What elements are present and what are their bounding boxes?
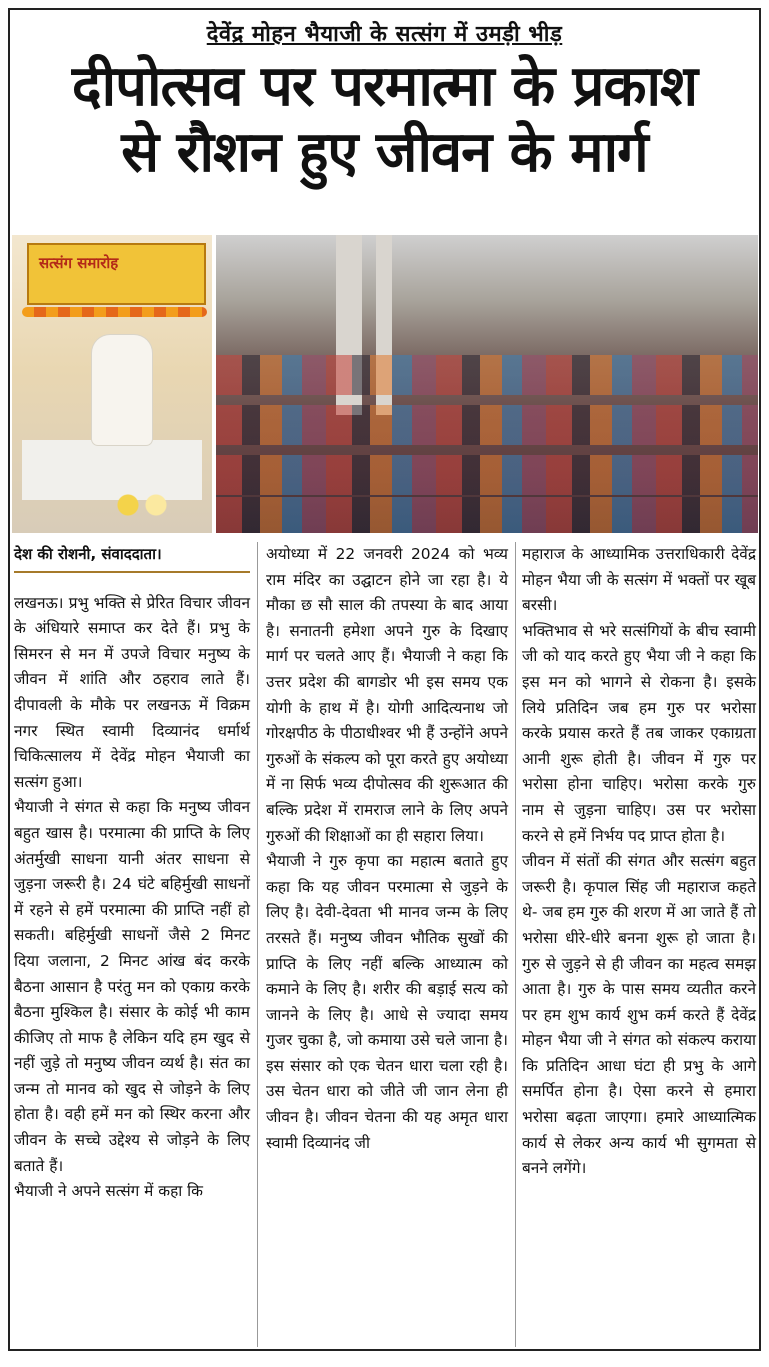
paragraph: भक्तिभाव से भरे सत्संगियों के बीच स्वामी जी को याद करते हुए भैया जी ने कहा कि इस मन को भागने से रोकना है। इसके लिये प्रतिदिन जब हम गुरु पर भरोसा करके प्रयास करते हैं तब जाकर एकाग्रता आनी शुरू होती है। जीवन में गुरु पर भरोसा होना चाहिए। भरोसा करके गुरु नाम से जुड़ना चाहिए। उस पर भरोसा करने से हमें निर्भय पद प्राप्त होता है। [522, 621, 756, 845]
byline: देश की रोशनी, संवाददाता। [14, 542, 250, 573]
main-headline [10, 54, 759, 186]
headline-line-2: से रौशन हुए जीवन के मार्ग [121, 120, 648, 185]
crowd-row [216, 355, 758, 395]
kicker-headline: देवेंद्र मोहन भैयाजी के सत्संग में उमड़ी भीड़ [206, 22, 563, 47]
paragraph: अयोध्या में 22 जनवरी 2024 को भव्य राम मंदिर का उद्घाटन होने जा रहा है। ये मौका छ सौ साल की तपस्या के बाद आया है। सनातनी हमेशा अपने गुरु के दिखाए मार्ग पर चलते आए हैं। भैयाजी ने कहा कि उत्तर प्रदेश की बागडोर भी इस समय एक योगी के हाथ में है। योगी आदित्यनाथ जो गोरक्षपीठ के पीठाधीश्वर भी हैं उन्होंने अपने गुरुओं के संकल्प को पूरा करते हुए अयोध्या में ना सिर्फ भव्य दीपोत्सव की शुरूआत की बल्कि प्रदेश में रामराज लाने के लिए अपने गुरुओं की शिक्षाओं का ही सहारा लिया। [266, 545, 508, 845]
paragraph: जीवन में संतों की संगत और सत्संग बहुत जरूरी है। कृपाल सिंह जी महाराज कहते थे- जब हम गुरु की शरण में आ जाते हैं तो भरोसा धीरे-धीरे बनना शुरू हो जाता है। गुरु से जुड़ने से ही जीवन का महत्व समझ आता है। गुरु के पास समय व्यतीत करने पर हम शुभ कार्य शुभ कर्म करते हैं देवेंद्र मोहन भैया जी ने संगत को संकल्प कराया कि प्रतिदिन आधा घंटा ही प्रभु के आगे समर्पित होना है। ऐसा करने से हमारा भरोसा बढ़ता जाएगा। हमारे आध्यात्मिक कार्य से लेकर अन्य कार्य भी सुगमता से बनने लगेंगे। [522, 852, 756, 1178]
crowd-row [216, 405, 758, 445]
headline-line-1: दीपोत्सव पर परमात्मा के प्रकाश [71, 54, 698, 119]
flower-bouquet [107, 490, 177, 520]
newspaper-clipping [8, 8, 761, 1351]
paragraph: भैयाजी ने गुरु कृपा का महात्म बताते हुए कहा कि यह जीवन परमात्मा से जुड़ने के लिए है। देवी-देवता भी मानव जन्म के लिए तरसते हैं। मनुष्य जीवन भौतिक सुखों की प्राप्ति के लिए नहीं बल्कि आध्यात्म को कमाने के लिए है। शरीर की बड़ाई सत्य को जानने के लिए है। आधे से ज्यादा समय गुजर चुका है, जो कमाया उसे चले जाना है। इस संसार को एक चेतन धारा चला रही है। उस चेतन धारा को जीते जी जान लेना ही जीवन है। जीवन चेतना की यह अमृत धारा स्वामी दिव्यानंद जी [266, 852, 508, 1152]
paragraph: महाराज के आध्यामिक उत्तराधिकारी देवेंद्र मोहन भैया जी के सत्संग में भक्तों पर खूब बरसी। [522, 545, 756, 615]
speaker-photo [12, 235, 212, 533]
paragraph: भैयाजी ने अपने सत्संग में कहा कि [14, 1182, 203, 1201]
article-column-2 [266, 542, 508, 1156]
marigold-garland [22, 307, 207, 317]
crowd-photo [216, 235, 758, 533]
crowd-row [216, 455, 758, 495]
satsang-banner [27, 243, 206, 305]
paragraph: लखनऊ। प्रभु भक्ति से प्रेरित विचार जीवन के अंधियारे समाप्त कर देते हैं। प्रभु के सिमरन से मन में उपजे विचार मनुष्य के जीवन में शांति और ठहराव लाते हैं। दीपावली के मौके पर लखनऊ में विक्रम नगर स्थित स्वामी दिव्यानंद धर्मार्थ चिकित्सालय में देवेंद्र मोहन भैयाजी का सत्संग हुआ। [14, 593, 250, 791]
column-divider [257, 542, 258, 1347]
banner-text: सत्संग समारोह [39, 254, 119, 272]
crowd-row [216, 497, 758, 533]
speaker-figure [92, 335, 152, 445]
paragraph: भैयाजी ने संगत से कहा कि मनुष्य जीवन बहुत खास है। परमात्मा की प्राप्ति के लिए अंतर्मुखी साधना यानी अंतर साधना से जुड़ना जरूरी है। 24 घंटे बहिर्मुखी साधनों में रहने से हमें परमात्मा की प्राप्ति नहीं हो सकती। बहिर्मुखी साधनों जैसे 2 मिनट दिया जलाना, 2 मिनट आंख बंद करके बैठना आसान है परंतु मन को एकाग्र करके बैठना मुश्किल है। संसार के कोई भी काम कीजिए तो माफ है लेकिन यदि हम खुद से नहीं जुड़े तो मनुष्य जीवन व्यर्थ है। संत का जन्म तो मानव को खुद से जोड़ने के लिए होता है। वही हमें मन को स्थिर करना और जीवन के सच्चे उद्देश्य से जोड़ने के लिए बताते हैं। [14, 798, 250, 1175]
photo-strip [12, 235, 758, 533]
column-divider [515, 542, 516, 1347]
article-column-1 [14, 542, 250, 1205]
article-column-3 [522, 542, 756, 1182]
